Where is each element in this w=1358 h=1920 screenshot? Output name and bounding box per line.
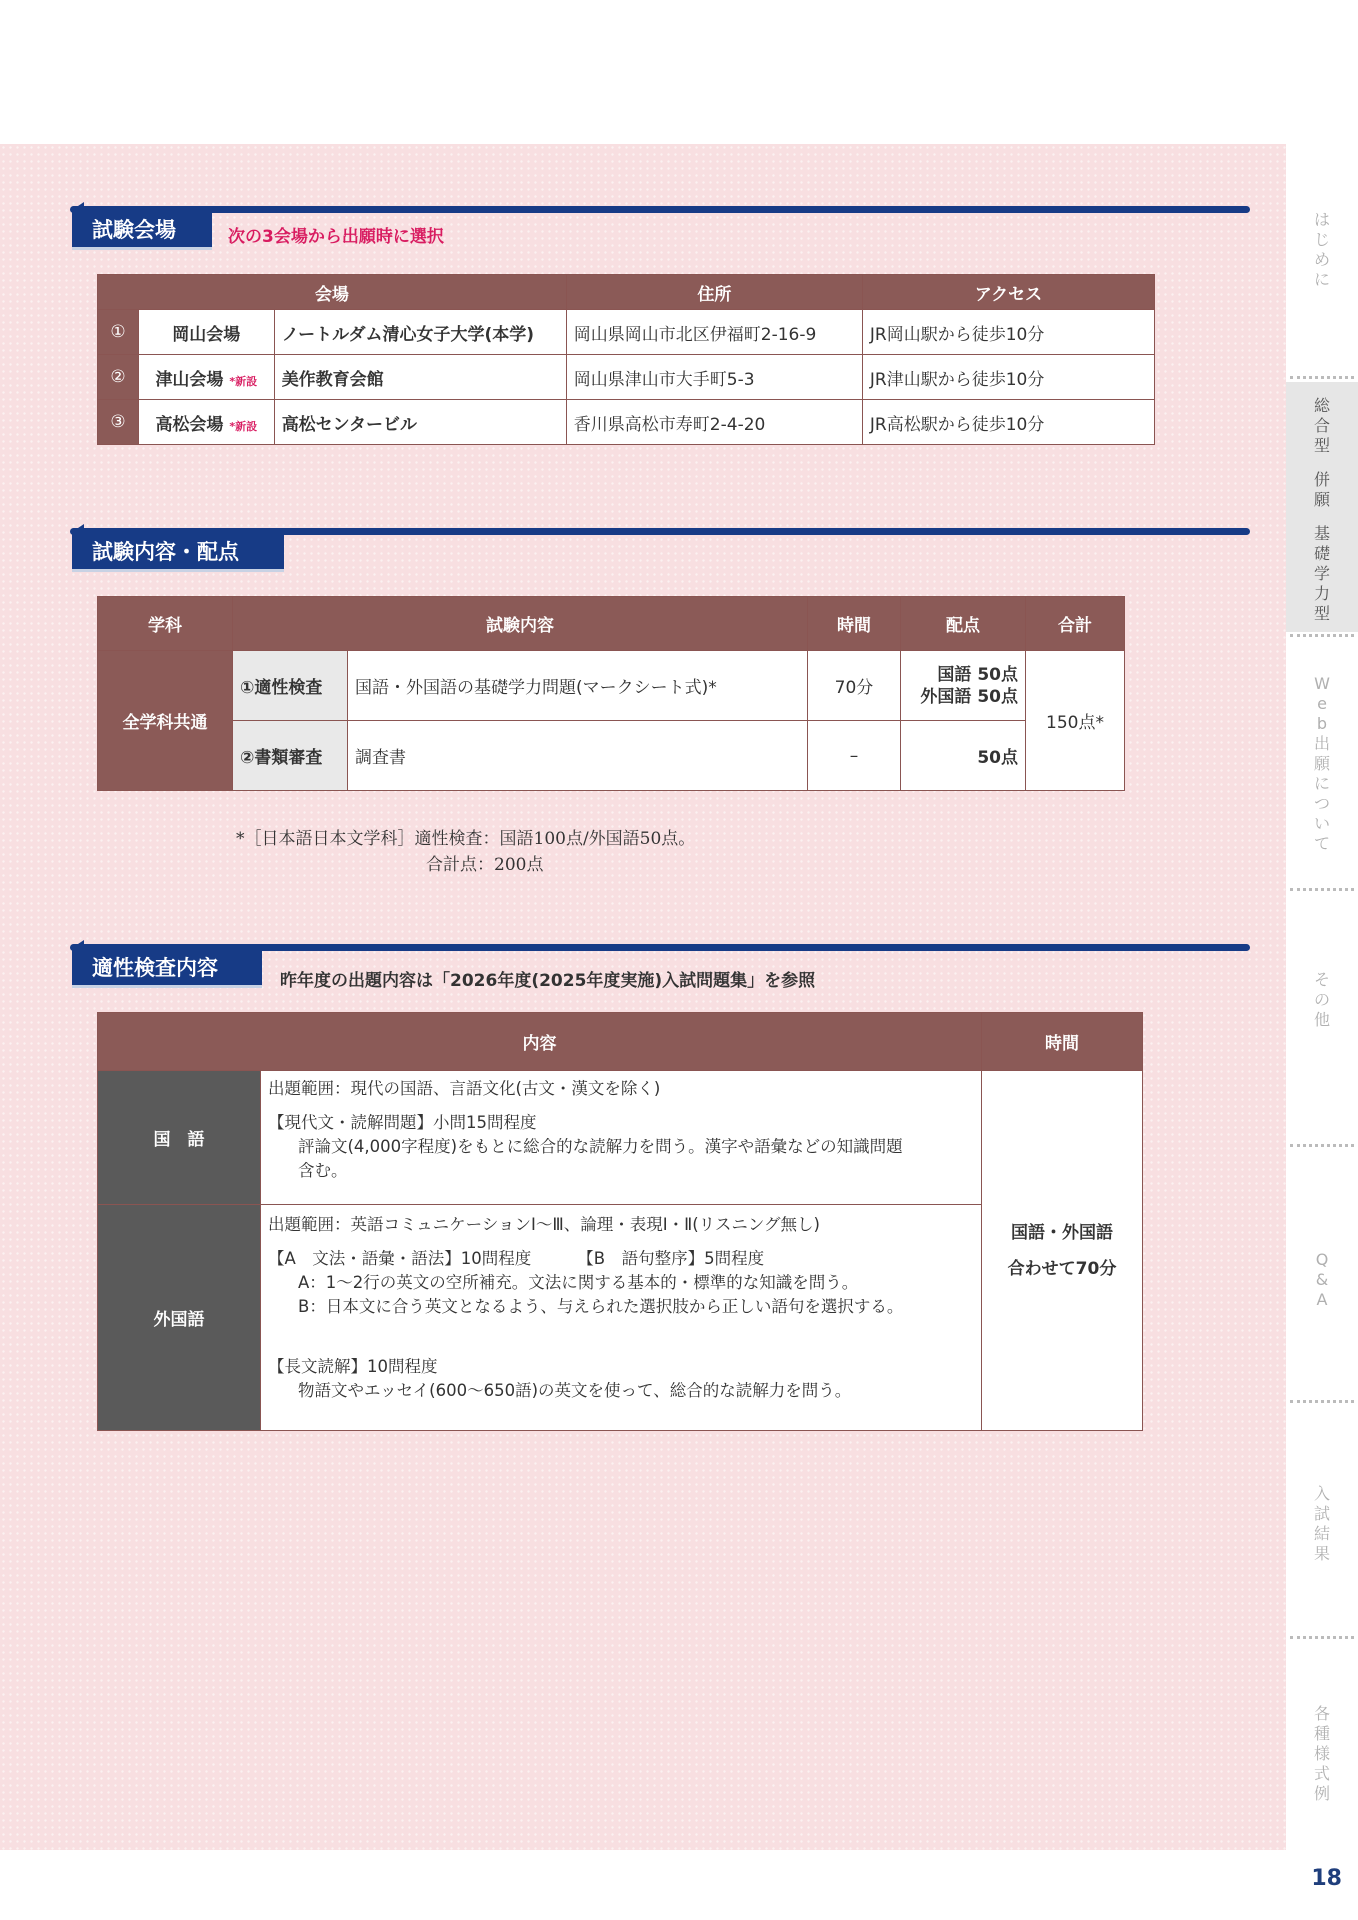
divider (1290, 376, 1354, 379)
sidebar-item-other[interactable]: その他 (1313, 970, 1330, 1029)
venue-address: 岡山県津山市大手町5-3 (566, 355, 862, 400)
venue-name: 津山会場 *新設 (138, 355, 274, 400)
sidebar-item-qa[interactable]: Q&A (1315, 1250, 1329, 1309)
header-dept: 学科 (98, 597, 233, 651)
divider (1290, 888, 1354, 891)
sidebar-item-results[interactable]: 入試結果 (1313, 1484, 1330, 1563)
venue-access: JR岡山駅から徒歩10分 (862, 310, 1154, 355)
divider (1290, 1636, 1354, 1639)
header-address: 住所 (566, 275, 862, 310)
venue-address: 香川県高松市寿町2-4-20 (566, 400, 862, 445)
exam-time: 70分 (808, 651, 901, 721)
venue-place: 高松センタービル (274, 400, 566, 445)
new-badge: *新設 (229, 419, 258, 433)
venue-table (97, 274, 1155, 445)
section-title-venue: 試験会場 (72, 210, 212, 250)
page-number: 18 (1311, 1866, 1342, 1891)
table-row (98, 355, 1155, 400)
venue-access: JR津山駅から徒歩10分 (862, 355, 1154, 400)
exam-item: ①適性検査 (233, 651, 348, 721)
row-number: ② (98, 355, 139, 400)
exam-time: – (808, 721, 901, 791)
subject-japanese: 国 語 (98, 1071, 261, 1205)
table-row (98, 1071, 1143, 1205)
table-row (98, 400, 1155, 445)
venue-name: 岡山会場 (138, 310, 274, 355)
exam-item: ②書類審査 (233, 721, 348, 791)
venue-place: ノートルダム清心女子大学(本学) (274, 310, 566, 355)
sidebar-item-forms[interactable]: 各種様式例 (1313, 1704, 1330, 1803)
section-note-venue: 次の3会場から出願時に選択 (228, 227, 444, 247)
divider (1290, 634, 1354, 637)
table-row (98, 651, 1125, 721)
exam-score: 国語 50点 外国語 50点 (901, 651, 1026, 721)
dept-cell: 全学科共通 (98, 651, 233, 791)
header-access: アクセス (862, 275, 1154, 310)
exam-content-table (97, 596, 1125, 791)
foreign-content: 出題範囲：英語コミュニケーションⅠ～Ⅲ、論理・表現Ⅰ・Ⅱ(リスニング無し) 【A 文法・語彙・語法】10問程度 【B 語句整序】5問程度 A：1～2行の英文の空所補充。文法に関する基本的・標準的な知識を問う。 B：日本文に合う英文となるよう、与えられた選択肢から正しい語句を選択する。 【長文読解】10問程度 物語文やエッセイ(600～650語)の英文を使って、総合的な読解力を問う。 (261, 1205, 982, 1431)
header-time: 時間 (808, 597, 901, 651)
venue-access: JR高松駅から徒歩10分 (862, 400, 1154, 445)
footnote-line2: 合計点：200点 (426, 855, 544, 875)
sidebar-item-web[interactable]: Web出願について (1313, 674, 1330, 853)
header-time: 時間 (982, 1013, 1143, 1071)
exam-content: 国語・外国語の基礎学力問題(マークシート式)* (348, 651, 808, 721)
header-content: 内容 (98, 1013, 982, 1071)
total-score: 150点* (1026, 651, 1125, 791)
row-number: ① (98, 310, 139, 355)
venue-name: 高松会場 *新設 (138, 400, 274, 445)
exam-content: 調査書 (348, 721, 808, 791)
section-rule (70, 206, 1250, 213)
section-note-aptitude: 昨年度の出題内容は「2026年度(2025年度実施)入試問題集」を参照 (280, 971, 816, 991)
exam-score: 50点 (901, 721, 1026, 791)
divider (1290, 1144, 1354, 1147)
subject-foreign: 外国語 (98, 1205, 261, 1431)
sidebar-nav (1286, 144, 1358, 1850)
header-total: 合計 (1026, 597, 1125, 651)
row-number: ③ (98, 400, 139, 445)
table-row (98, 721, 1125, 791)
header-venue: 会場 (98, 275, 567, 310)
table-row (98, 310, 1155, 355)
aptitude-table (97, 1012, 1143, 1431)
new-badge: *新設 (229, 374, 258, 388)
header-score: 配点 (901, 597, 1026, 651)
japanese-content: 出題範囲：現代の国語、言語文化(古文・漢文を除く) 【現代文・読解問題】小問15問程度 評論文(4,000字程度)をもとに総合的な読解力を問う。漢字や語彙などの知識問題 含む。 (261, 1071, 982, 1205)
section-title-content: 試験内容・配点 (72, 532, 284, 572)
venue-place: 美作教育会館 (274, 355, 566, 400)
aptitude-time: 国語・外国語 合わせて70分 (982, 1071, 1143, 1431)
divider (1290, 1400, 1354, 1403)
section-title-aptitude: 適性検査内容 (72, 948, 262, 988)
footnote-line1: *［日本語日本文学科］適性検査：国語100点/外国語50点。 (236, 829, 696, 849)
sidebar-item-sougou[interactable]: 総合型 併願 基礎学力型 (1286, 382, 1358, 632)
venue-address: 岡山県岡山市北区伊福町2-16-9 (566, 310, 862, 355)
header-content: 試験内容 (233, 597, 808, 651)
sidebar-item-intro[interactable]: はじめに (1313, 210, 1330, 289)
